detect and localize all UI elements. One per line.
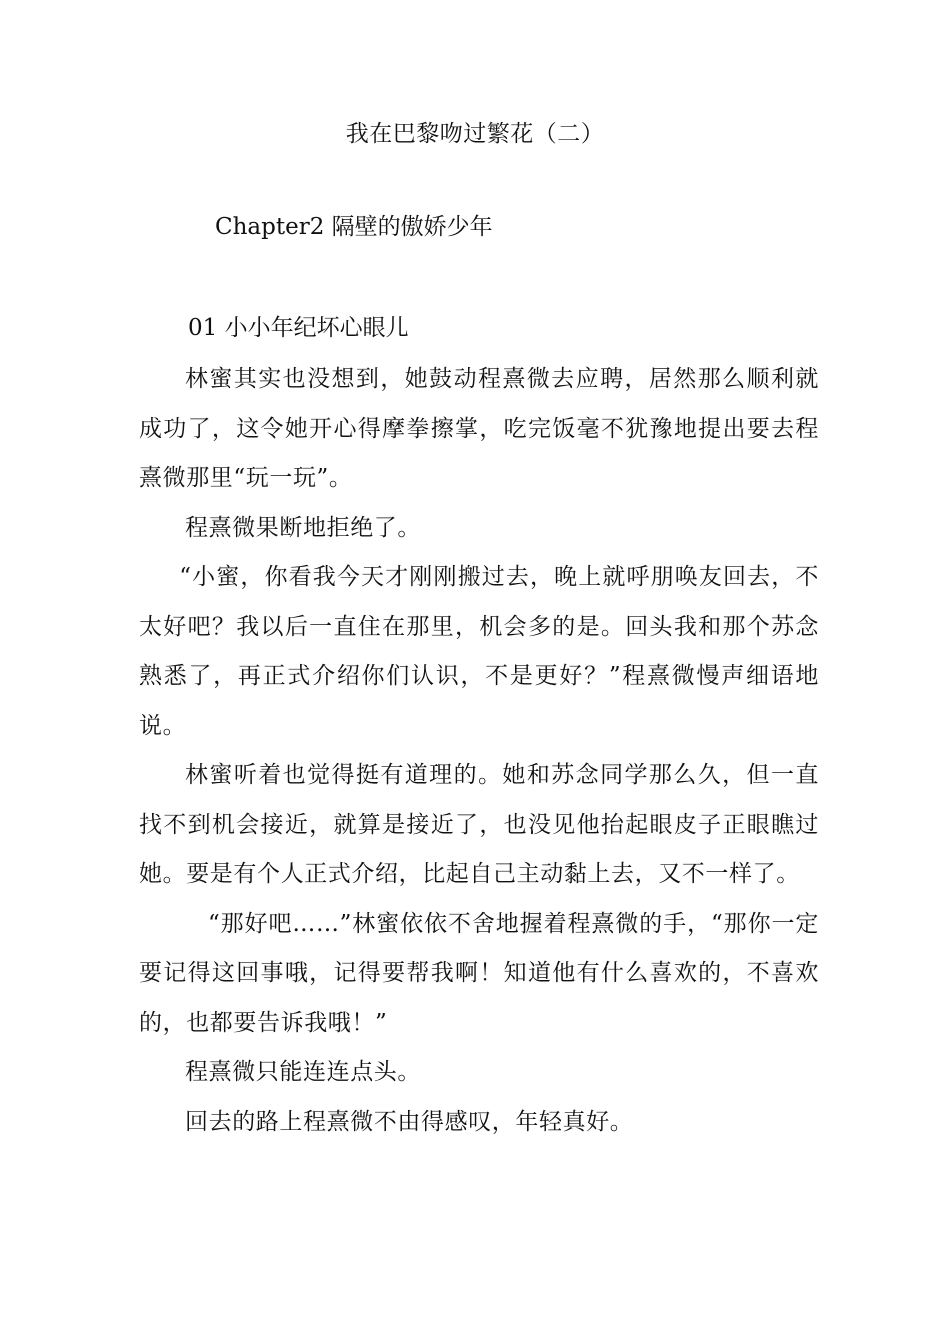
chapter-title: Chapter2 隔壁的傲娇少年 <box>215 214 493 240</box>
paragraph: 林蜜听着也觉得挺有道理的。她和苏念同学那么久，但一直找不到机会接近，就算是接近了，也没见他抬起眼皮子正眼瞧过她。要是有个人正式介绍，比起自己主动黏上去，又不一样了。 <box>139 762 819 887</box>
section-title: 01 小小年纪坏心眼儿 <box>188 315 409 341</box>
paragraph: “那好吧……”林蜜依依不舍地握着程熹微的手，“那你一定要记得这回事哦，记得要帮我啊！知道他有什么喜欢的，不喜欢的，也都要告诉我哦！” <box>139 910 819 1036</box>
paragraph: 林蜜其实也没想到，她鼓动程熹微去应聘，居然那么顺利就成功了，这令她开心得摩拳擦掌，吃完饭毫不犹豫地提出要去程熹微那里“玩一玩”。 <box>139 366 819 491</box>
paragraph: 回去的路上程熹微不由得感叹，年轻真好。 <box>185 1108 634 1135</box>
document-title: 我在巴黎吻过繁花（二） <box>345 121 605 147</box>
paragraph: 程熹微果断地拒绝了。 <box>185 514 421 541</box>
body-text <box>139 355 819 1147</box>
paragraph: “小蜜，你看我今天才刚刚搬过去，晚上就呼朋唤友回去，不太好吧？我以后一直住在那里，机会多的是。回头我和那个苏念熟悉了，再正式介绍你们认识，不是更好？”程熹微慢声细语地说。 <box>139 564 819 739</box>
paragraph: 程熹微只能连连点头。 <box>185 1059 421 1085</box>
